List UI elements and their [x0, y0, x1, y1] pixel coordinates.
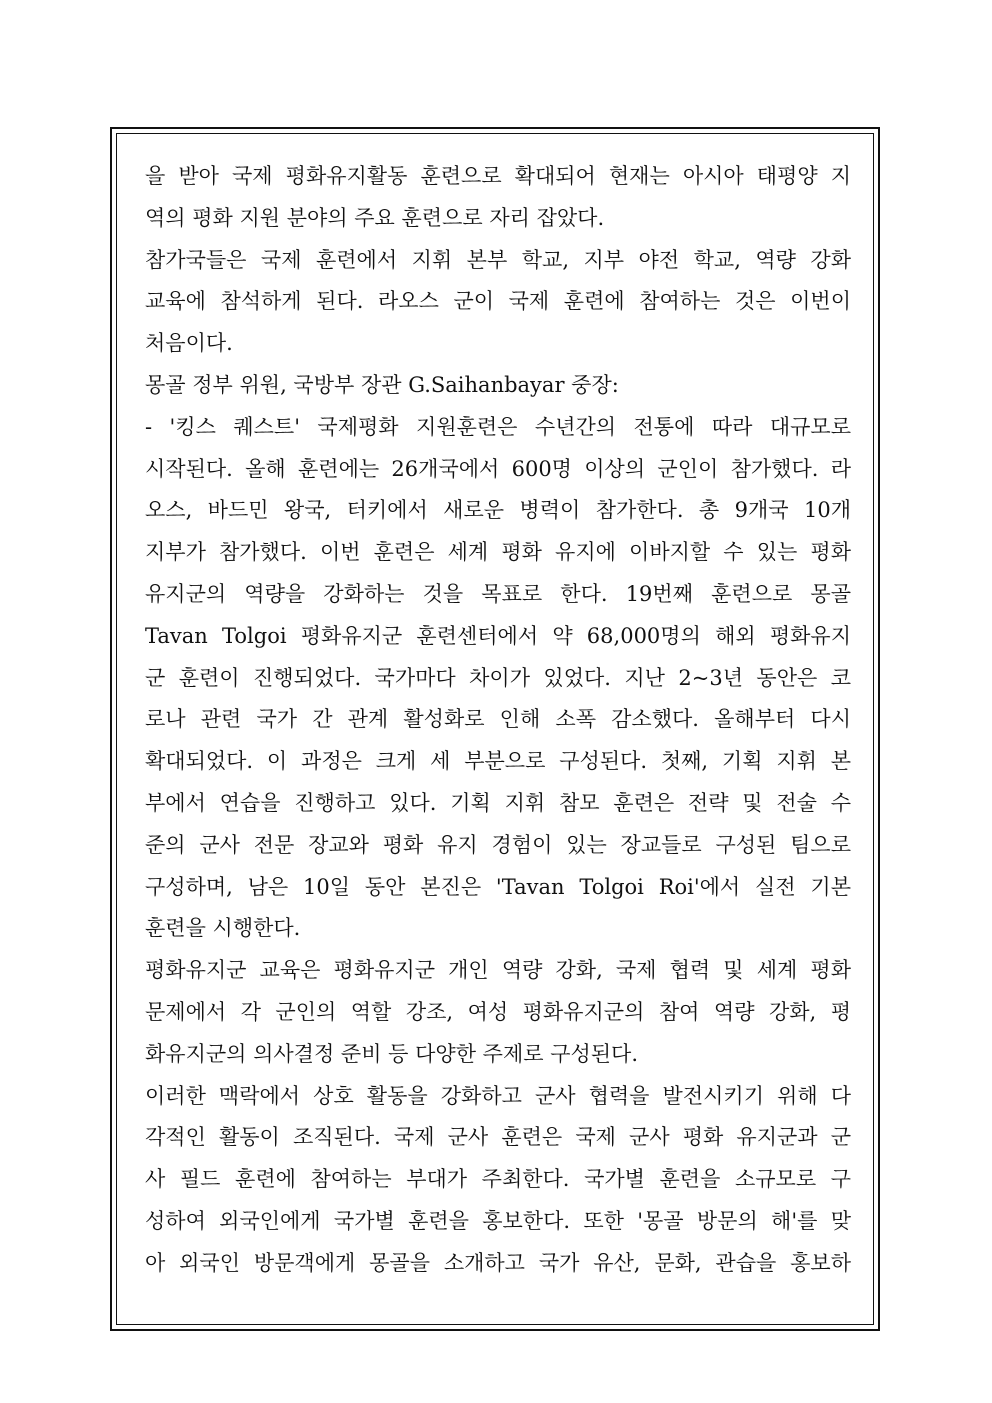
text-line: 역의 평화 지원 분야의 주요 훈련으로 자리 잡았다.: [145, 205, 605, 230]
text-line: 오스, 바드민 왕국, 터키에서 새로운 병력이 참가한다. 총 9개국 10개: [145, 498, 851, 523]
text-line: 화유지군의 의사결정 준비 등 다양한 주제로 구성된다.: [145, 1041, 639, 1066]
text-line: 부에서 연습을 진행하고 있다. 기획 지휘 참모 훈련은 전략 및 전술 수: [145, 790, 851, 815]
text-line: 로나 관련 국가 간 관계 활성화로 인해 소폭 감소했다. 올해부터 다시: [145, 707, 851, 732]
text-line: 준의 군사 전문 장교와 평화 유지 경험이 있는 장교들로 구성된 팀으로: [145, 832, 851, 857]
text-line: 확대되었다. 이 과정은 크게 세 부분으로 구성된다. 첫째, 기획 지휘 본: [145, 749, 851, 774]
text-line: 사 필드 훈련에 참여하는 부대가 주최한다. 국가별 훈련을 소규모로 구: [145, 1167, 851, 1192]
text-line: 교육에 참석하게 된다. 라오스 군이 국제 훈련에 참여하는 것은 이번이: [145, 289, 851, 314]
text-line: 지부가 참가했다. 이번 훈련은 세계 평화 유지에 이바지할 수 있는 평화: [145, 540, 851, 565]
text-line: 아 외국인 방문객에게 몽골을 소개하고 국가 유산, 문화, 관습을 홍보하: [145, 1250, 851, 1275]
text-line: - '킹스 퀘스트' 국제평화 지원훈련은 수년간의 전통에 따라 대규모로: [145, 414, 851, 439]
text-line: 문제에서 각 군인의 역할 강조, 여성 평화유지군의 참여 역량 강화, 평: [145, 999, 851, 1024]
text-line: 군 훈련이 진행되었다. 국가마다 차이가 있었다. 지난 2~3년 동안은 코: [145, 665, 851, 690]
text-line: 몽골 정부 위원, 국방부 장관 G.Saihanbayar 중장:: [145, 372, 619, 397]
text-line: 성하여 외국인에게 국가별 훈련을 홍보한다. 또한 '몽골 방문의 해'를 맞: [145, 1208, 851, 1233]
text-line: 을 받아 국제 평화유지활동 훈련으로 확대되어 현재는 아시아 태평양 지: [145, 164, 851, 188]
text-line: 구성하며, 남은 10일 동안 본진은 'Tavan Tolgoi Roi'에서 실전 기본: [145, 874, 851, 899]
text-line: 평화유지군 교육은 평화유지군 개인 역량 강화, 국제 협력 및 세계 평화: [145, 958, 851, 983]
text-line: 처음이다.: [145, 331, 233, 356]
document-body-text: [145, 156, 851, 1285]
text-line: 이러한 맥락에서 상호 활동을 강화하고 군사 협력을 발전시키기 위해 다: [145, 1083, 851, 1108]
text-line: 훈련을 시행한다.: [145, 916, 301, 941]
text-line: Tavan Tolgoi 평화유지군 훈련센터에서 약 68,000명의 해외 평화유지: [145, 623, 851, 648]
text-line: 참가국들은 국제 훈련에서 지휘 본부 학교, 지부 야전 학교, 역량 강화: [145, 247, 851, 272]
text-line: 각적인 활동이 조직된다. 국제 군사 훈련은 국제 군사 평화 유지군과 군: [145, 1125, 851, 1150]
text-line: 유지군의 역량을 강화하는 것을 목표로 한다. 19번째 훈련으로 몽골: [145, 581, 851, 606]
text-line: 시작된다. 올해 훈련에는 26개국에서 600명 이상의 군인이 참가했다. 라: [145, 456, 851, 481]
